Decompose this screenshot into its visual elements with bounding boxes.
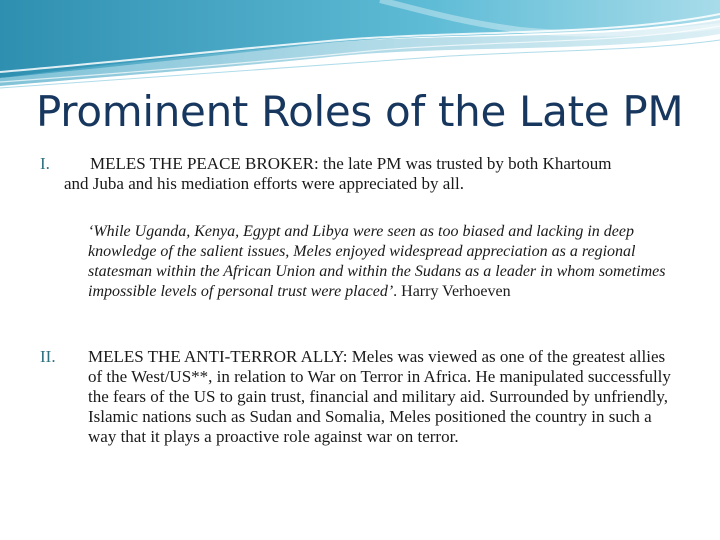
item-text-part2: and Juba and his mediation efforts were appreciated by all. [64, 174, 464, 193]
item-text: : Meles was viewed as one of the greatest allies of the West/US**, in relation to War on Terror in Africa. He manipulated successfully the fears of the US to gain trust, financial and military aid. Surrounded by unfriendly, Islamic nations such as Sudan and Somalia, Meles positioned the country in such a way that it plays a proactive role against war on terror. [88, 347, 671, 446]
quote-block [88, 222, 688, 302]
decorative-wave-header [0, 0, 720, 90]
item-content [88, 347, 678, 447]
item-heading: MELES THE ANTI-TERROR ALLY [88, 347, 343, 366]
slide-title: Prominent Roles of the Late PM [36, 87, 684, 136]
item-heading: MELES THE PEACE BROKER [90, 154, 315, 173]
list-numeral: I. [40, 154, 50, 173]
item-text-part1: : the late PM was trusted by both Khartoum [314, 154, 612, 173]
quote-attribution: . Harry Verhoeven [393, 283, 511, 300]
list-numeral: II. [40, 347, 56, 366]
list-item-peace-broker [40, 154, 700, 194]
quote-text: ‘While Uganda, Kenya, Egypt and Libya were seen as too biased and lacking in deep knowledge of the salient issues, Meles enjoyed widespread appreciation as a regional statesman within the African Union and within the Sudans as a leader in whom sometimes impossible levels of personal trust were placed’ [88, 223, 666, 300]
